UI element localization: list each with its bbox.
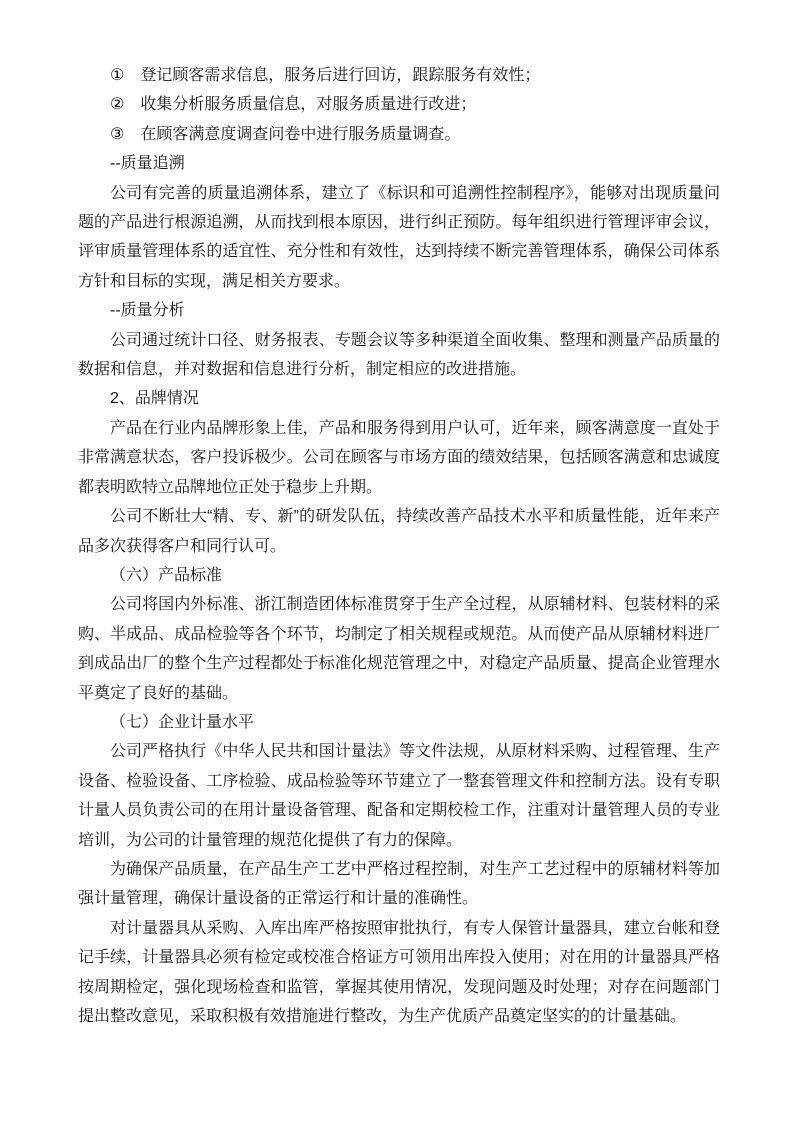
paragraph-metrology-process-control: 为确保产品质量，在产品生产工艺中严格过程控制，对生产工艺过程中的原辅材料等加强计量管理，确保计量设备的正常运行和计量的准确性。 [78,860,720,908]
paragraph-product-standards: 公司将国内外标准、浙江制造团体标准贯穿于生产全过程，从原辅材料、包装材料的采购、半成品、成品检验等各个环节，均制定了相关规程或规范。从而使产品从原辅材料进厂到成品出厂的整个生产过程都处于标准化规范管理之中，对稳定产品质量、提高企业管理水平奠定了良好的基础。 [78,596,720,702]
heading-product-standards: （六）产品标准 [110,566,223,584]
paragraph-metrology-system: 公司严格执行《中华人民共和国计量法》等文件法规，从原材料采购、过程管理、生产设备、检验设备、工序检验、成品检验等环节建立了一整套管理文件和控制方法。设有专职计量人员负责公司的在用计量设备管理、配备和定期校检工作，注重对计量管理人员的专业培训，为公司的计量管理的规范化提供了有力的保障。 [78,743,720,849]
subheading-quality-analysis: --质量分析 [110,302,185,320]
paragraph-quality-traceability: 公司有完善的质量追溯体系，建立了《标识和可追溯性控制程序》，能够对出现质量问题的产品进行根源追溯，从而找到根本原因，进行纠正预防。每年组织进行管理评审会议，评审质量管理体系的适宜性、充分性和有效性，达到持续不断完善管理体系，确保公司体系方针和目标的实现，满足相关方要求。 [78,184,720,290]
subheading-quality-traceability: --质量追溯 [110,155,185,173]
heading-brand-status: 2、品牌情况 [110,390,199,408]
paragraph-metrology-instruments: 对计量器具从采购、入库出库严格按照审批执行，有专人保管计量器具，建立台帐和登记手续，计量器具必须有检定或校准合格证方可领用出库投入使用；对在用的计量器具严格按周期检定，强化现场检查和监管，掌握其使用情况，发现问题及时处理；对存在问题部门提出整改意见，采取积极有效措施进行整改，为生产优质产品奠定坚实的的计量基础。 [78,919,720,1025]
list-item-satisfaction-survey: ③ 在顾客满意度调查问卷中进行服务质量调查。 [110,125,461,143]
paragraph-rd-team: 公司不断壮大“精、专、新”的研发队伍，持续改善产品技术水平和质量性能，近年来产品多次获得客户和同行认可。 [78,508,720,555]
paragraph-brand-reputation: 产品在行业内品牌形象上佳，产品和服务得到用户认可，近年来，顾客满意度一直处于非常满意状态，客户投诉极少。公司在顾客与市场方面的绩效结果，包括顾客满意和忠诚度都表明欧特立品牌地位正处于稳步上升期。 [78,419,720,496]
list-item-register-customer-needs: ① 登记顾客需求信息，服务后进行回访，跟踪服务有效性； [110,67,541,84]
paragraph-quality-analysis: 公司通过统计口径、财务报表、专题会议等多种渠道全面收集、整理和测量产品质量的数据和信息，并对数据和信息进行分析，制定相应的改进措施。 [78,331,720,379]
list-item-collect-service-quality-info: ② 收集分析服务质量信息，对服务质量进行改进； [110,96,477,114]
heading-enterprise-metrology: （七）企业计量水平 [110,713,255,731]
